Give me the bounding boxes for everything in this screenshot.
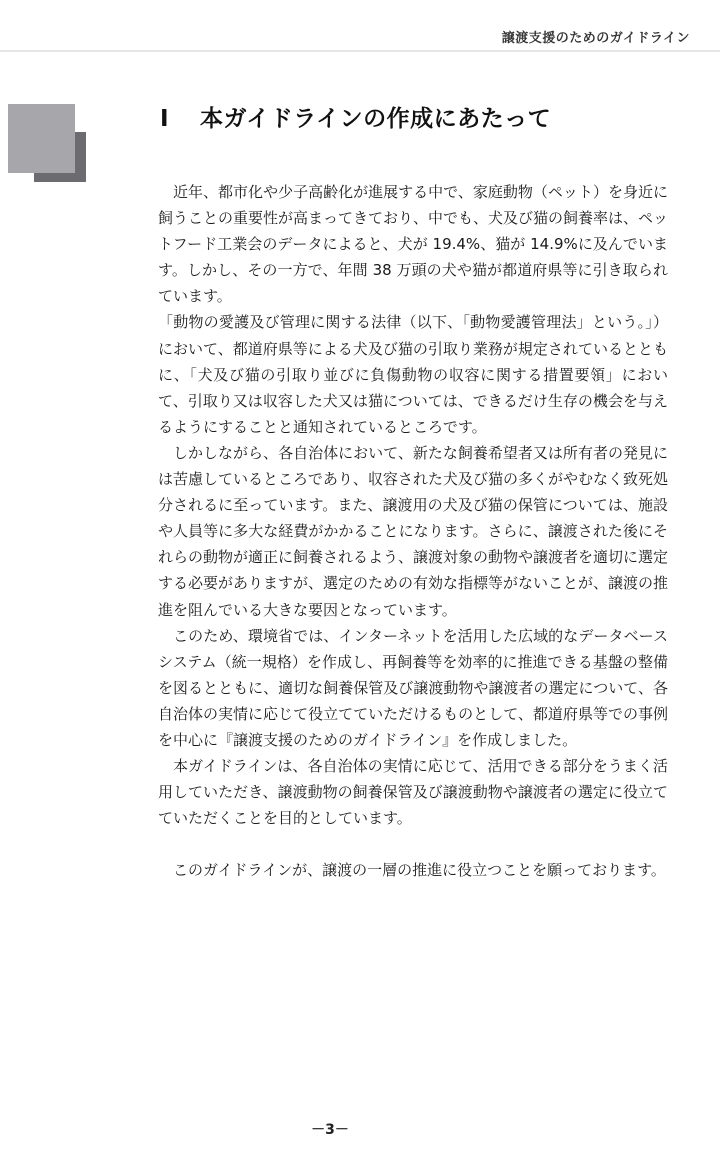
header-rule bbox=[0, 50, 720, 52]
chapter-numeral: Ⅰ bbox=[160, 106, 170, 132]
chapter-title bbox=[160, 100, 551, 133]
paragraph: 「動物の愛護及び管理に関する法律（以下、「動物愛護管理法」という。」）において、都道府県等による犬及び猫の引取り業務が規定されているとともに、「犬及び猫の引取り並びに負傷動物の収容に関する措置要領」において、引取り又は収容した犬又は猫については、できるだけ生存の機会を与えるようにすることと通知されているところです。 bbox=[158, 313, 668, 436]
body-text bbox=[158, 179, 668, 883]
running-header: 譲渡支援のためのガイドライン bbox=[501, 31, 690, 46]
paragraph: 近年、都市化や少子高齢化が進展する中で、家庭動物（ペット）を身近に飼うことの重要性が高まってきており、中でも、犬及び猫の飼養率は、ペットフード工業会のデータによると、犬が 19.4%、猫が 14.9%に及んでいます。しかし、その一方で、年間 38 万頭の犬や猫が都道府県等に引き取られています。 bbox=[158, 183, 669, 306]
paragraph-gap bbox=[158, 831, 668, 857]
paragraph: このガイドラインが、譲渡の一層の推進に役立つことを願っております。 bbox=[158, 861, 666, 880]
chapter-decoration bbox=[8, 104, 86, 182]
page-number: －3－ bbox=[311, 1122, 349, 1138]
decoration-square-light bbox=[8, 104, 75, 173]
chapter-title-text: 本ガイドラインの作成にあたって bbox=[200, 106, 552, 132]
paragraph: 本ガイドラインは、各自治体の実情に応じて、活用できる部分をうまく活用していただき、譲渡動物の飼養保管及び譲渡動物や譲渡者の選定に役立てていただくことを目的としています。 bbox=[158, 757, 668, 828]
paragraph: このため、環境省では、インターネットを活用した広域的なデータベースシステム（統一規格）を作成し、再飼養等を効率的に推進できる基盤の整備を図るとともに、適切な飼養保管及び譲渡動物や譲渡者の選定について、各自治体の実情に応じて役立てていただけるものとして、都道府県等での事例を中心に『譲渡支援のためのガイドライン』を作成しました。 bbox=[158, 626, 668, 749]
paragraph: しかしながら、各自治体において、新たな飼養希望者又は所有者の発見には苦慮しているところであり、収容された犬及び猫の多くがやむなく致死処分されるに至っています。また、譲渡用の犬及び猫の保管については、施設や人員等に多大な経費がかかることになります。さらに、譲渡された後にそれらの動物が適正に飼養されるよう、譲渡対象の動物や譲渡者を適切に選定する必要がありますが、選定のための有効な指標等がないことが、譲渡の推進を阻んでいる大きな要因となっています。 bbox=[158, 443, 669, 619]
